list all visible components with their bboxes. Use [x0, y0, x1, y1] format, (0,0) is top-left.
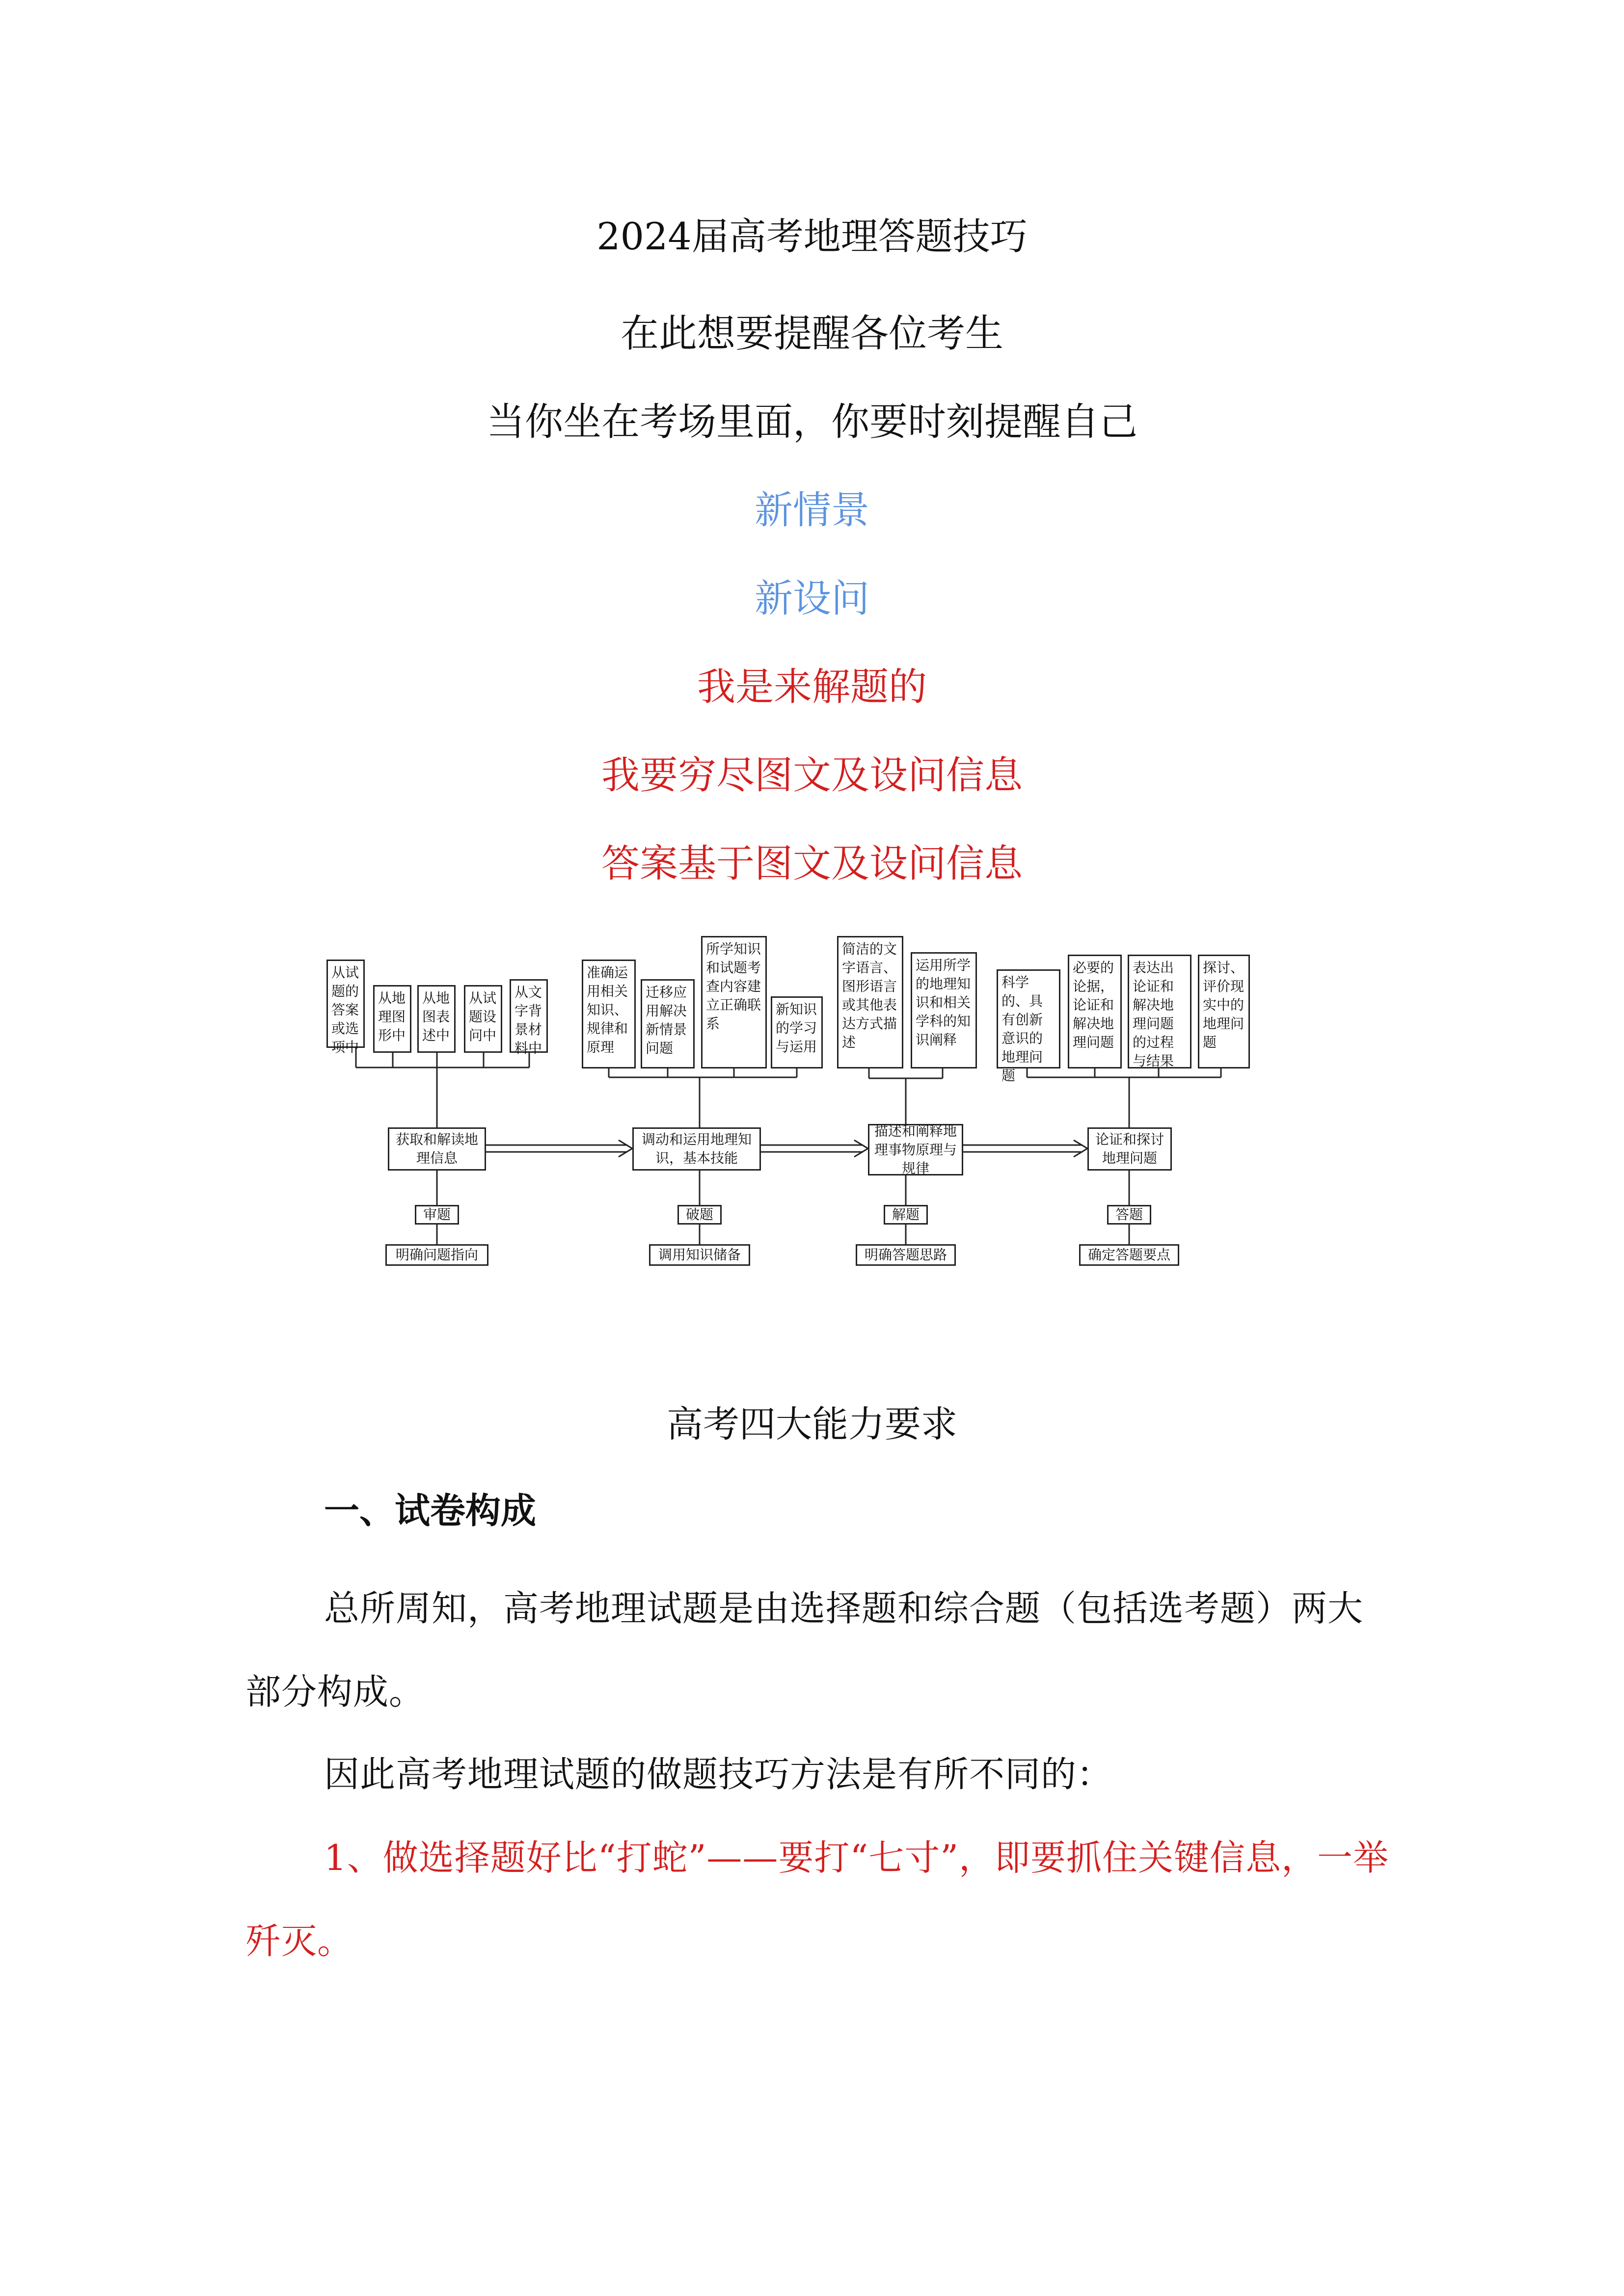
step-box: 审题	[415, 1205, 459, 1225]
outcome-box: 调用知识储备	[649, 1244, 750, 1266]
ability-box: 获取和解读地理信息	[388, 1127, 486, 1171]
reminder-answer-basis: 答案基于图文及设问信息	[601, 842, 1023, 886]
document-title: 2024届高考地理答题技巧	[596, 214, 1028, 258]
source-box: 从文字背景材料中	[510, 979, 548, 1053]
reminder-solve: 我是来解题的	[697, 665, 927, 709]
source-box: 简洁的文字语言、图形语言或其他表达方式描述	[837, 936, 903, 1068]
outcome-box: 明确答题思路	[856, 1244, 956, 1266]
intro-line-2: 当你坐在考场里面，你要时刻提醒自己	[486, 400, 1137, 444]
ability-box: 论证和探讨地理问题	[1087, 1127, 1172, 1171]
new-question-text: 新设问	[754, 577, 869, 621]
ability-box: 调动和运用地理知识，基本技能	[632, 1127, 761, 1171]
paragraph-techniques: 因此高考地理试题的做题技巧方法是有所不同的：	[324, 1754, 1113, 1795]
step-box: 破题	[677, 1205, 722, 1225]
source-box: 迁移应用解决新情景问题	[641, 979, 695, 1068]
new-scenario-text: 新情景	[754, 488, 869, 533]
paragraph-composition: 总所周知，高考地理试题是由选择题和综合题（包括选考题）两大部分构成。	[245, 1588, 1364, 1712]
source-box: 准确运用相关知识、规律和原理	[582, 960, 636, 1068]
step-box: 解题	[884, 1205, 928, 1225]
outcome-box: 确定答题要点	[1079, 1244, 1179, 1266]
source-box: 运用所学的地理知识和相关学科的知识阐释	[911, 952, 977, 1068]
ability-box: 描述和阐释地理事物原理与规律	[868, 1124, 963, 1175]
source-box: 从试题的答案或选项中	[326, 960, 365, 1048]
source-box: 必要的论据，论证和解决地理问题	[1068, 955, 1122, 1068]
paragraph-multiple-choice-tip: 1、做选择题好比“打蛇”——要打“七寸”，即要抓住关键信息，一举歼灭。	[245, 1837, 1389, 1962]
intro-line-1: 在此想要提醒各位考生	[620, 312, 1003, 356]
source-box: 从地理图形中	[373, 985, 411, 1053]
reminder-exhaust-info: 我要穷尽图文及设问信息	[601, 753, 1023, 798]
source-box: 所学知识和试题考查内容建立正确联系	[701, 936, 767, 1068]
source-box: 表达出论证和解决地理问题的过程与结果	[1128, 955, 1191, 1068]
section-heading: 一、试卷构成	[324, 1490, 537, 1531]
source-box: 新知识的学习与运用	[771, 996, 823, 1068]
source-box: 科学的、具有创新意识的地理问题	[997, 969, 1060, 1068]
source-box: 探讨、评价现实中的地理问题	[1198, 955, 1250, 1068]
figure-caption: 高考四大能力要求	[667, 1403, 957, 1445]
outcome-box: 明确问题指向	[385, 1244, 488, 1266]
source-box: 从试题设问中	[464, 985, 502, 1053]
source-box: 从地图表述中	[417, 985, 456, 1053]
step-box: 答题	[1107, 1205, 1151, 1225]
ability-flowchart	[324, 930, 1257, 1283]
